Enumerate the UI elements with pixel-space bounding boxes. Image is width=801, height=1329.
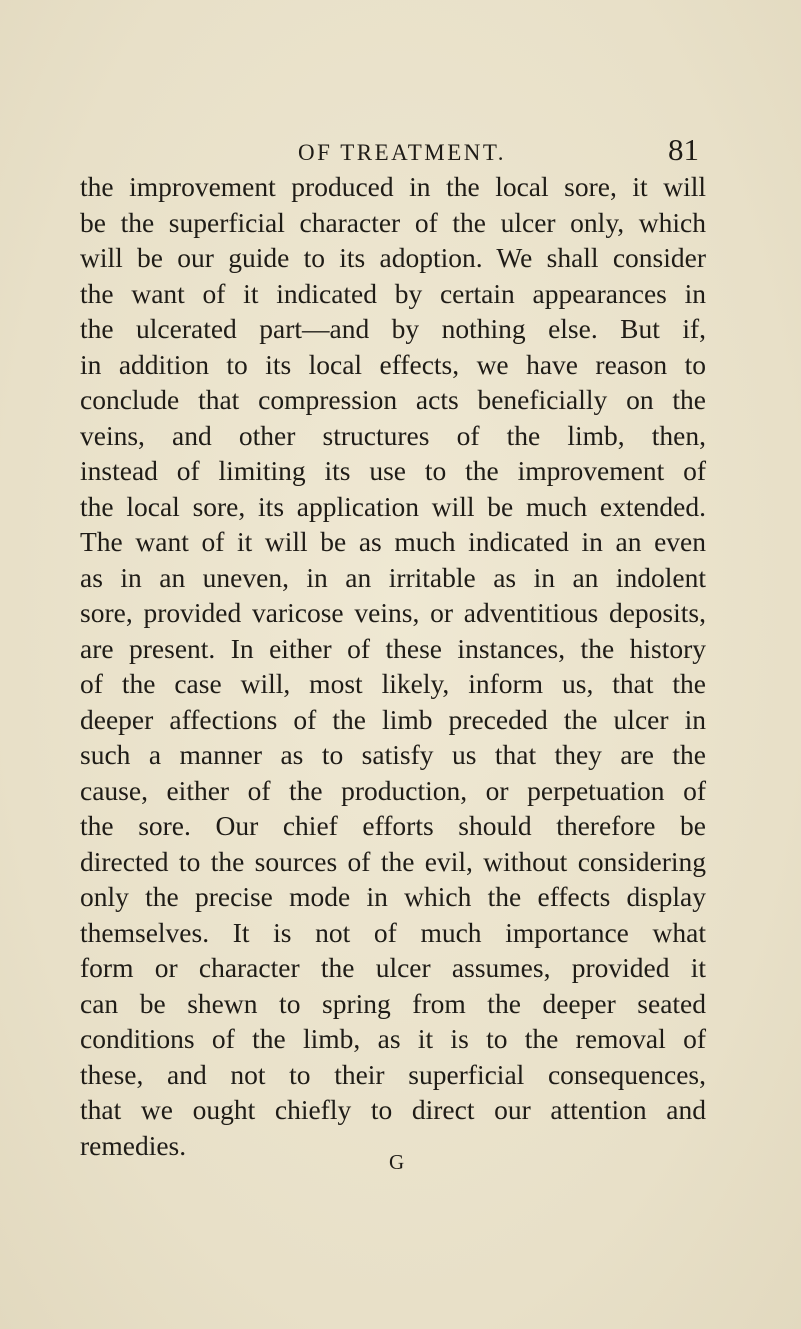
text-line: deeper affections of the limb preceded the ulcer in [80,703,706,735]
text-line: directed to the sources of the evil, without considering [80,845,706,877]
text-line: remedies. [80,1129,187,1161]
text-line: that we ought chiefly to direct our attention and [80,1094,706,1125]
text-line: the local sore, its application will be much extended. [80,490,706,522]
text-line: cause, either of the production, or perpetuation of [80,774,706,806]
text-line: conditions of the limb, as it is to the removal of [80,1023,706,1054]
text-line: will be our guide to its adoption. We shall consider [80,242,706,273]
page-number: 81 [668,132,699,167]
text-line: only the precise mode in which the effects display [80,881,706,912]
text-line: veins, and other structures of the limb, then, [80,419,706,451]
text-line: can be shewn to spring from the deeper seated [80,987,706,1019]
signature-mark: G [389,1150,406,1174]
text-line: these, and not to their superficial consequences, [80,1058,706,1090]
text-line: are present. In either of these instances, the history [80,632,706,664]
text-line: be the superficial character of the ulcer only, which [80,206,706,238]
text-line: sore, provided varicose veins, or adventitious deposits, [80,597,706,628]
text-line: the improvement produced in the local sore, it will [80,171,706,202]
text-line: of the case will, most likely, inform us, that the [80,668,706,699]
text-line: the sore. Our chief efforts should therefore be [80,810,706,841]
text-line: the want of it indicated by certain appearances in [80,277,706,309]
text-line: instead of limiting its use to the improvement of [80,455,706,486]
text-line: form or character the ulcer assumes, provided it [80,952,706,983]
text-line: The want of it will be as much indicated in an even [80,526,706,557]
running-head [0,132,801,172]
text-line: the ulcerated part—and by nothing else. But if, [80,313,706,344]
text-line: as in an uneven, in an irritable as in an indolent [80,561,706,593]
text-line: such a manner as to satisfy us that they are the [80,739,706,770]
text-line: in addition to its local effects, we have reason to [80,348,706,380]
text-line: themselves. It is not of much importance what [80,916,706,948]
text-line: conclude that compression acts beneficially on the [80,384,706,415]
running-title: OF TREATMENT. [298,140,506,165]
body-text [80,169,706,1163]
